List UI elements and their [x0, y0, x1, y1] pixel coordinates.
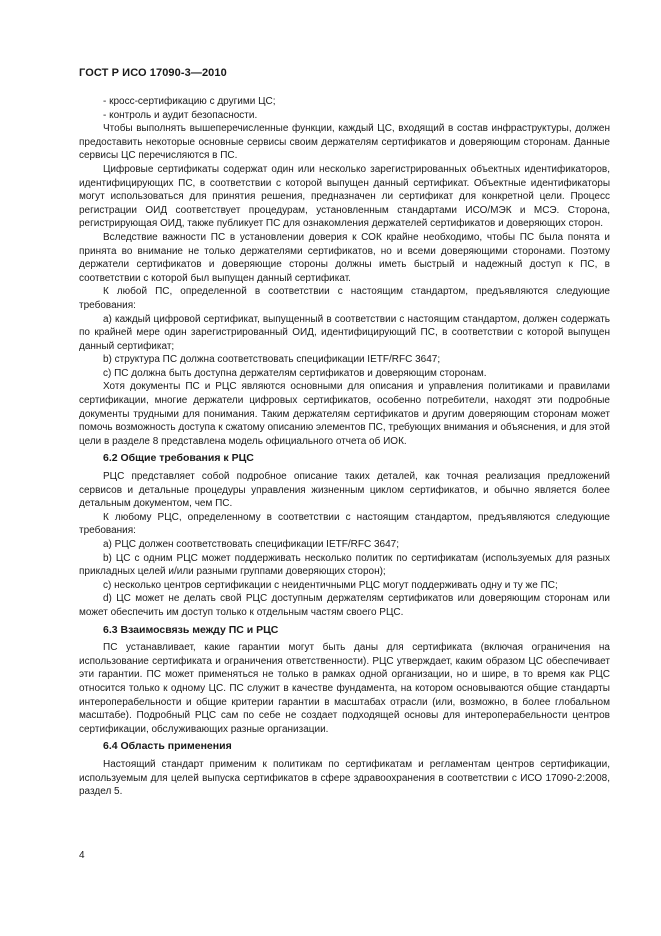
list-item: b) ЦС с одним РЦС может поддерживать несколько политик по сертификатам (используемых для разных прикладных целей и/или разными группами доверяющих сторон);	[79, 552, 610, 578]
list-item: - контроль и аудит безопасности.	[103, 109, 258, 121]
section-heading: 6.2 Общие требования к РЦС	[103, 452, 254, 465]
list-item: c) несколько центров сертификации с неидентичными РЦС могут поддерживать одну и ту же ПС;	[103, 579, 558, 591]
paragraph: Хотя документы ПС и РЦС являются основными для описания и управления политиками и правилами сертификации, многие держатели цифровых сертификатов, особенно потребители, находят эти подробные документы трудными для понимания. Таким держателям сертификатов и другим доверяющим сторонам может помочь возможность доступа к сжатому описанию элементов ПС, требующих внимания и объяснения, и для этой цели в разделе 8 представлена модель официального отчета об ИОК.	[79, 381, 610, 447]
paragraph: Настоящий стандарт применим к политикам по сертификатам и регламентам центров сертификации, используемым для целей выпуска сертификатов в сфере здравоохранения в соответствии с ИСО 17090-2:2008, раздел 5.	[79, 758, 610, 798]
paragraph: Вследствие важности ПС в установлении доверия к СОК крайне необходимо, чтобы ПС была понята и принята во внимание не только держателями сертификатов, но и всеми доверяющими сторонами. Поэтому держатели сертификатов и доверяющие стороны должны иметь быстрый и надежный доступ к ПС, в соответствии с которой был выпущен данный сертификат.	[79, 231, 610, 284]
list-item: - кросс-сертификацию с другими ЦС;	[103, 96, 276, 107]
list-item: d) ЦС может не делать свой РЦС доступным держателям сертификатов или доверяющим сторонам или может обеспечить им доступ только к отдельным частям своего РЦС.	[79, 593, 610, 618]
section-heading: 6.3 Взаимосвязь между ПС и РЦС	[103, 623, 279, 636]
document-body	[79, 95, 610, 799]
list-item: c) ПС должна быть доступна держателям сертификатов и доверяющим сторонам.	[103, 367, 487, 379]
list-item: a) РЦС должен соответствовать спецификации IETF/RFC 3647;	[103, 539, 399, 550]
paragraph: РЦС представляет собой подробное описание таких деталей, как точная реализация предложений сервисов и детальные процедуры управления жизненным циклом сертификатов, и обычно является более детальным документом, чем ПС.	[79, 471, 610, 510]
list-item: b) структура ПС должна соответствовать спецификации IETF/RFC 3647;	[103, 354, 441, 366]
paragraph: Цифровые сертификаты содержат один или несколько зарегистрированных объектных идентификаторов, идентифицирующих ПС, в соответствии с которой выпущен данный сертификат. Объектные идентификаторы могут использоваться для принятия решения, предназначен ли сертификат для конкретной цели. Процесс регистрации ОИД соответствует процедурам, установленным стандартами ИСО/МЭК и МСЭ. Сторона, регистрирующая ОИД, также публикует ПС для ознакомления держателей сертификатов и доверяющих сторон.	[79, 163, 610, 230]
paragraph: Чтобы выполнять вышеперечисленные функции, каждый ЦС, входящий в состав инфраструктуры, должен предоставить некоторые основные сервисы своим держателям сертификатов и доверяющим сторонам. Данные сервисы ЦС перечисляются в ПС.	[79, 123, 610, 162]
paragraph: К любой ПС, определенной в соответствии с настоящим стандартом, предъявляются следующие требования:	[79, 286, 610, 311]
paragraph: ПС устанавливает, какие гарантии могут быть даны для сертификата (включая ограничения на использование сертификата и ограничения ответственности). РЦС утверждает, каким образом ЦС обеспечивает эти гарантии. ПС может применяться не только в рамках одной организации, но и шире, в то время как РЦС относится только к одному ЦС. ПС служит в качестве фундамента, на котором основываются общие стандарты интероперабельности и общие критерии гарантии в масштабах отрасли (или, возможно, в более глобальном масштабе). Подробный РЦС сам по себе не создает подходящей основы для интероперабельности центров сертификации, обслуживающих разные организации.	[79, 642, 610, 735]
list-item: a) каждый цифровой сертификат, выпущенный в соответствии с настоящим стандартом, должен содержать по крайней мере один зарегистрированный ОИД, идентифицирующий ПС, в соответствии с которой выпущен данный сертификат;	[79, 313, 610, 352]
document-header: ГОСТ Р ИСО 17090-3—2010	[79, 67, 227, 79]
section-heading: 6.4 Область применения	[103, 740, 232, 753]
page-number: 4	[79, 850, 85, 861]
paragraph: К любому РЦС, определенному в соответствии с настоящим стандартом, предъявляются следующие требования:	[79, 511, 610, 537]
